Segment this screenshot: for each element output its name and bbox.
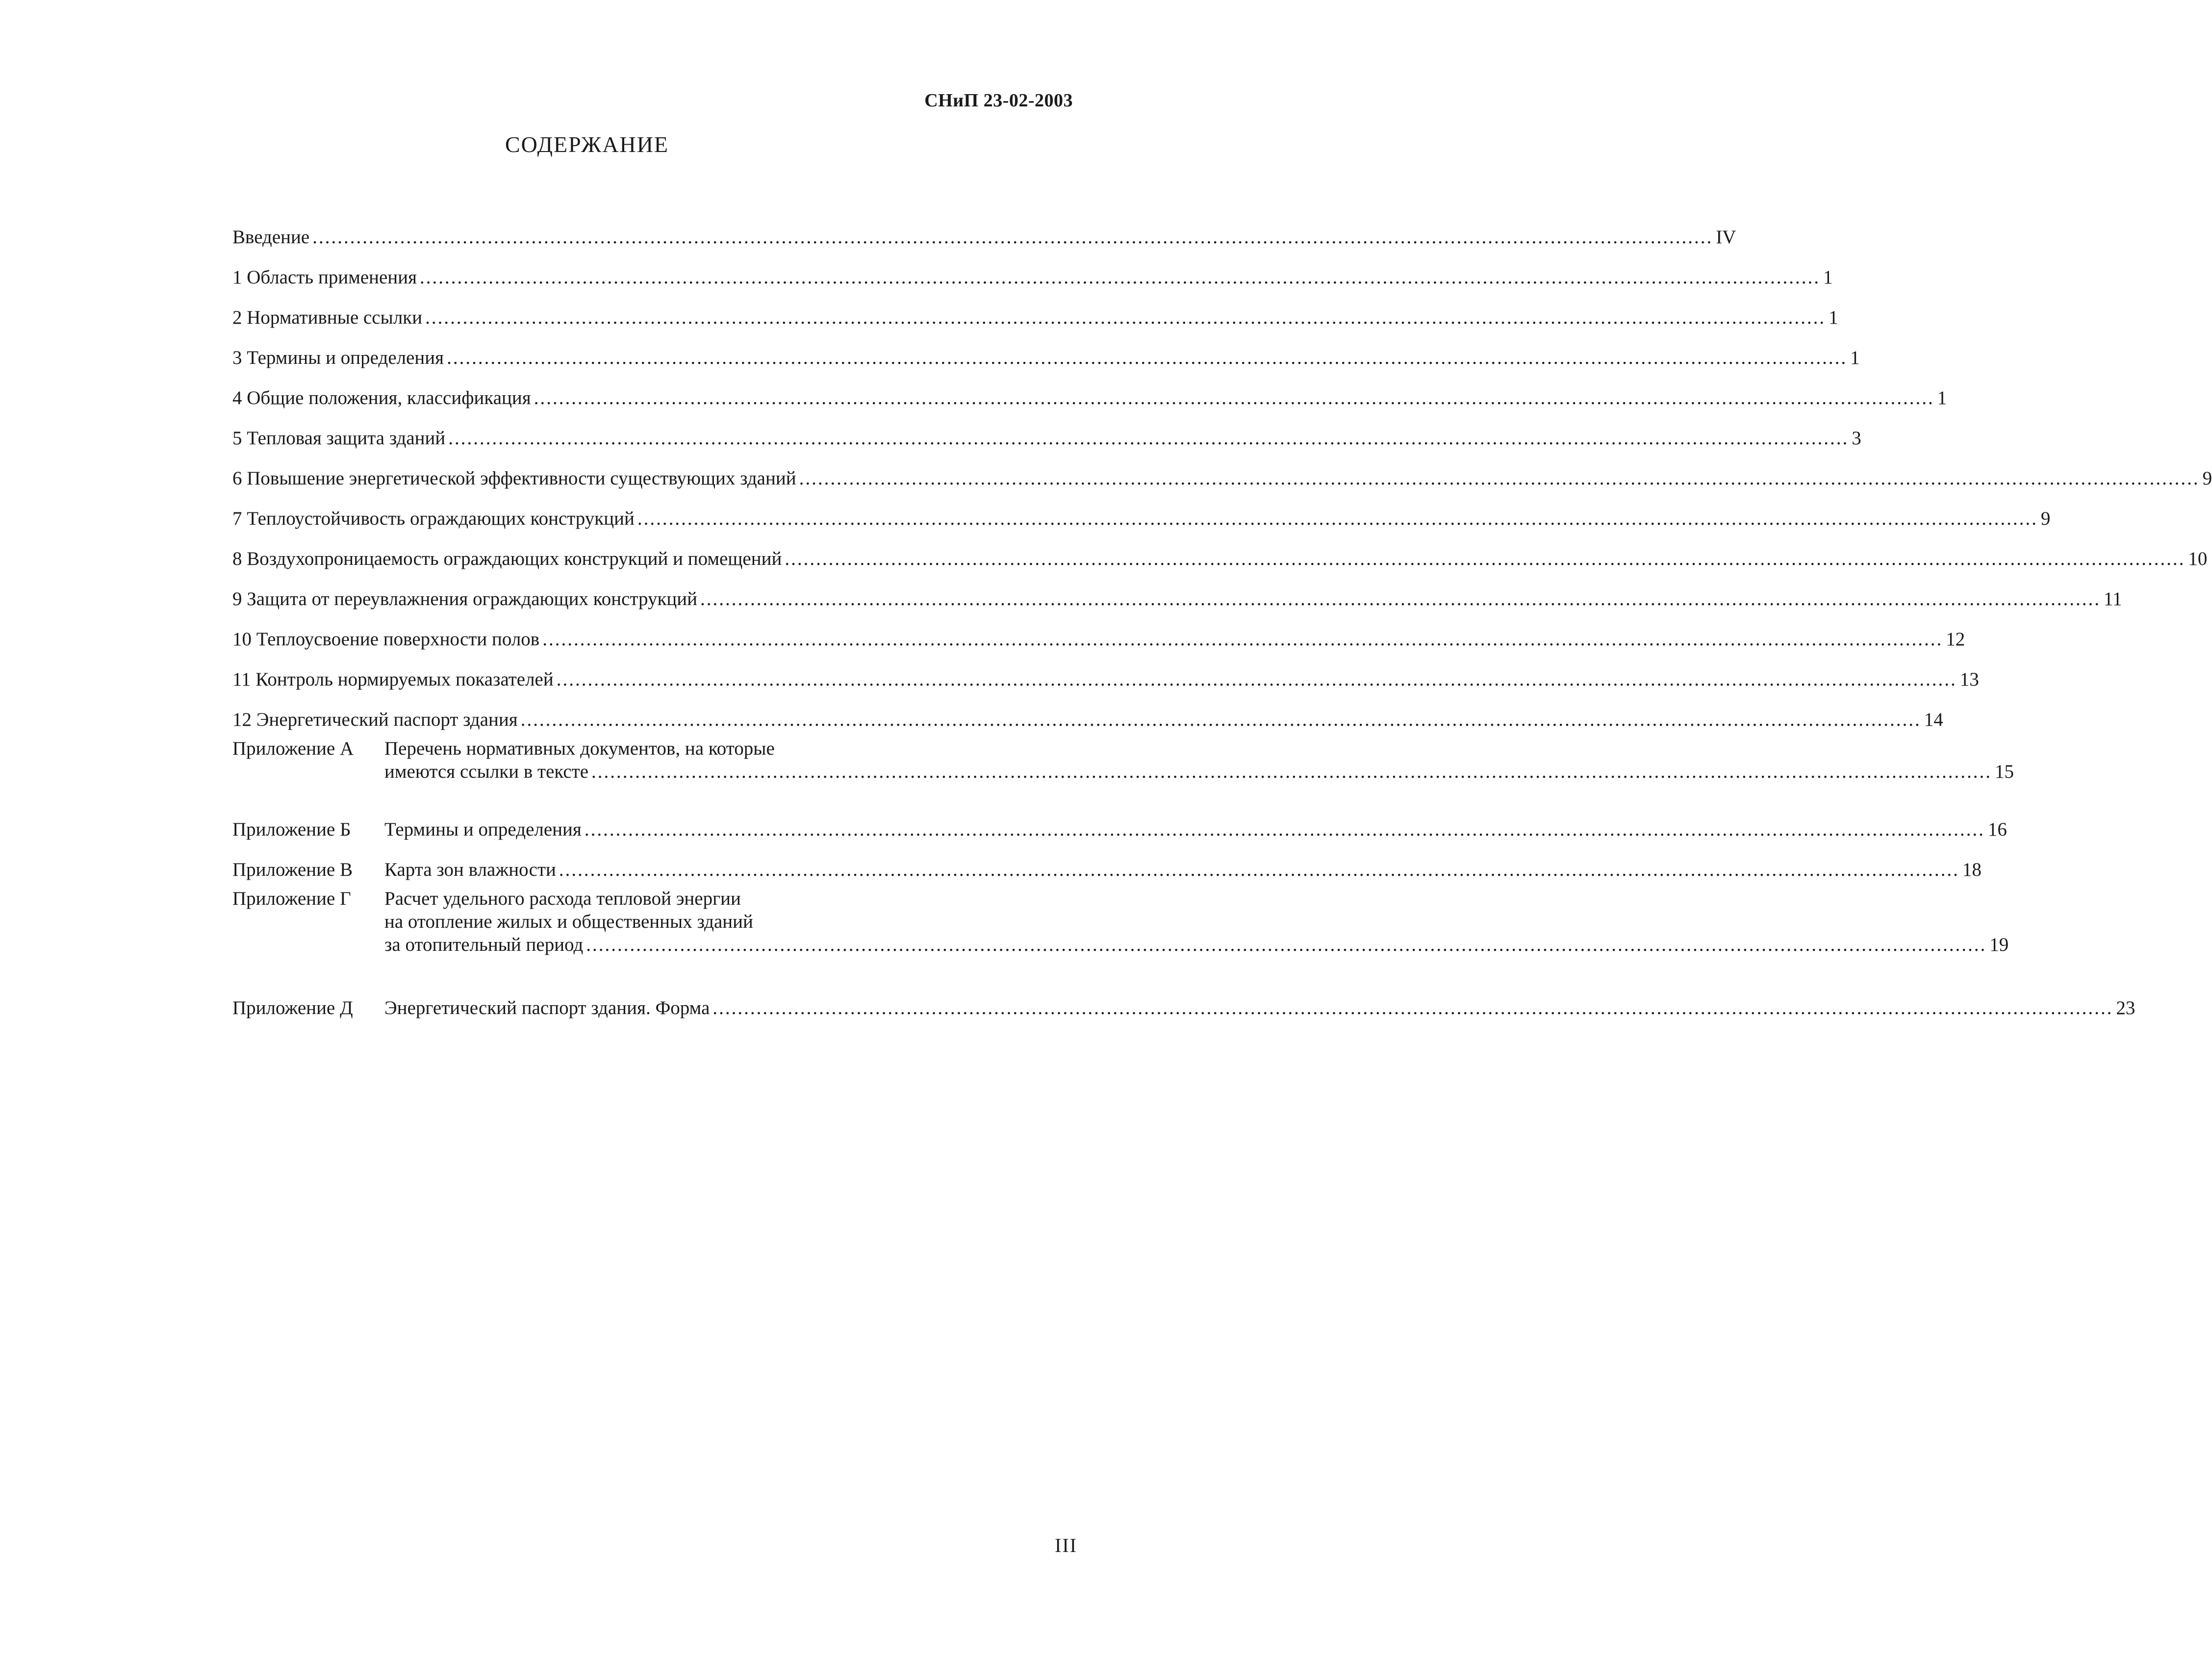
- leader-dots: [521, 708, 1921, 731]
- leader-dots: [785, 547, 2185, 570]
- toc-entry-page: 1: [1829, 307, 1838, 328]
- appendix-label: Приложение Д: [232, 997, 353, 1018]
- toc-entry-title: Введение: [232, 227, 310, 248]
- toc-entry[interactable]: [232, 289, 1838, 329]
- leader-dots: [799, 467, 2200, 490]
- appendix-title-line: за отопительный период: [384, 934, 584, 955]
- toc-entry-page: 13: [1959, 669, 1979, 690]
- toc-entry-page: 1: [1937, 387, 1947, 408]
- toc-entry-page: 11: [2104, 588, 2122, 610]
- toc-entry[interactable]: [232, 329, 1860, 369]
- appendix-title-line: имеются ссылки в тексте: [384, 761, 589, 782]
- toc-entry-page: 23: [2116, 997, 2136, 1018]
- toc-entry-title: 4 Общие положения, классификация: [232, 387, 531, 408]
- leader-dots: [559, 858, 1959, 881]
- appendix-label: Приложение В: [232, 859, 353, 880]
- toc-entry[interactable]: [232, 249, 1833, 289]
- leader-dots: [420, 266, 1820, 289]
- leader-dots: [447, 346, 1847, 369]
- leader-dots: [557, 668, 1957, 691]
- appendix-label: Приложение Б: [232, 819, 351, 840]
- appendix-title-line: Термины и определения: [384, 819, 582, 840]
- toc-entry-page: 9: [2040, 508, 2051, 529]
- toc-entry[interactable]: [232, 651, 1979, 691]
- leader-dots: [425, 306, 1826, 329]
- leader-dots: [312, 226, 1713, 249]
- toc-entry-page: 9: [2202, 468, 2212, 489]
- leader-dots: [448, 427, 1849, 450]
- toc-appendix-b[interactable]: [232, 801, 2007, 841]
- toc-entry-title: 5 Тепловая защита зданий: [232, 428, 446, 449]
- toc-entry-title: 3 Термины и определения: [232, 347, 444, 368]
- toc-entry-title: 10 Теплоусвоение поверхности полов: [232, 629, 540, 650]
- leader-dots: [700, 587, 2101, 610]
- toc-entry-page: IV: [1716, 227, 1736, 248]
- leader-dots: [637, 507, 2038, 530]
- toc-entry-page: 19: [1989, 934, 2009, 955]
- toc-entry-page: 10: [2188, 548, 2208, 569]
- toc-entry[interactable]: [232, 369, 1947, 409]
- leader-dots: [586, 933, 1986, 956]
- toc-appendix-d[interactable]: [232, 980, 2136, 1019]
- toc-entry-page: 1: [1823, 267, 1833, 288]
- appendix-label: Приложение А: [232, 738, 354, 759]
- toc-entry-page: 15: [1995, 761, 2014, 782]
- toc-entry-title: 9 Защита от переувлажнения ограждающих конструкций: [232, 588, 698, 610]
- toc-entry-title: 12 Энергетический паспорт здания: [232, 709, 518, 730]
- toc-entry-title: 11 Контроль нормируемых показателей: [232, 669, 554, 690]
- toc-entry-title: 7 Теплоустойчивость ограждающих конструкций: [232, 508, 635, 529]
- appendix-title-line: на отопление жилых и общественных зданий: [384, 911, 753, 932]
- toc-entry-page: 12: [1946, 629, 1965, 650]
- document-code: СНиП 23-02-2003: [924, 90, 1073, 111]
- leader-dots: [534, 386, 1934, 409]
- table-of-contents: [232, 208, 2212, 1019]
- toc-entry-title: 8 Воздухопроницаемость ограждающих конструкций и помещений: [232, 548, 782, 569]
- appendix-label: Приложение Г: [232, 888, 351, 909]
- toc-entry[interactable]: [232, 450, 2212, 490]
- toc-appendix-a[interactable]: [232, 737, 2014, 801]
- toc-entry[interactable]: [232, 691, 1943, 731]
- leader-dots: [591, 760, 1992, 783]
- appendix-title-line: Энергетический паспорт здания. Форма: [384, 997, 710, 1018]
- toc-entry[interactable]: [232, 208, 1736, 249]
- leader-dots: [712, 996, 2113, 1019]
- page-number: III: [1055, 1534, 1077, 1556]
- toc-entry[interactable]: [232, 530, 2208, 570]
- toc-entry-page: 16: [1987, 819, 2007, 840]
- toc-entry-page: 18: [1962, 859, 1982, 880]
- toc-entry-page: 14: [1924, 709, 1943, 730]
- toc-entry[interactable]: [232, 490, 2051, 530]
- toc-appendix-g[interactable]: [232, 887, 2009, 980]
- appendix-title-line: Перечень нормативных документов, на которые: [384, 738, 775, 759]
- appendix-title-line: Карта зон влажности: [384, 859, 556, 880]
- appendix-title-line: Расчет удельного расхода тепловой энергии: [384, 888, 741, 909]
- toc-entry[interactable]: [232, 610, 1965, 651]
- toc-entry-title: 2 Нормативные ссылки: [232, 307, 423, 328]
- toc-entry[interactable]: [232, 570, 2122, 610]
- toc-entry-page: 3: [1852, 428, 1861, 449]
- toc-entry-page: 1: [1850, 347, 1860, 368]
- toc-appendix-v[interactable]: [232, 841, 1982, 881]
- leader-dots: [585, 818, 1985, 841]
- toc-entry-title: 6 Повышение энергетической эффективности существующих зданий: [232, 468, 796, 489]
- leader-dots: [542, 628, 1943, 651]
- toc-entry-title: 1 Область применения: [232, 267, 417, 288]
- toc-entry[interactable]: [232, 409, 1861, 450]
- toc-title: СОДЕРЖАНИЕ: [505, 132, 669, 157]
